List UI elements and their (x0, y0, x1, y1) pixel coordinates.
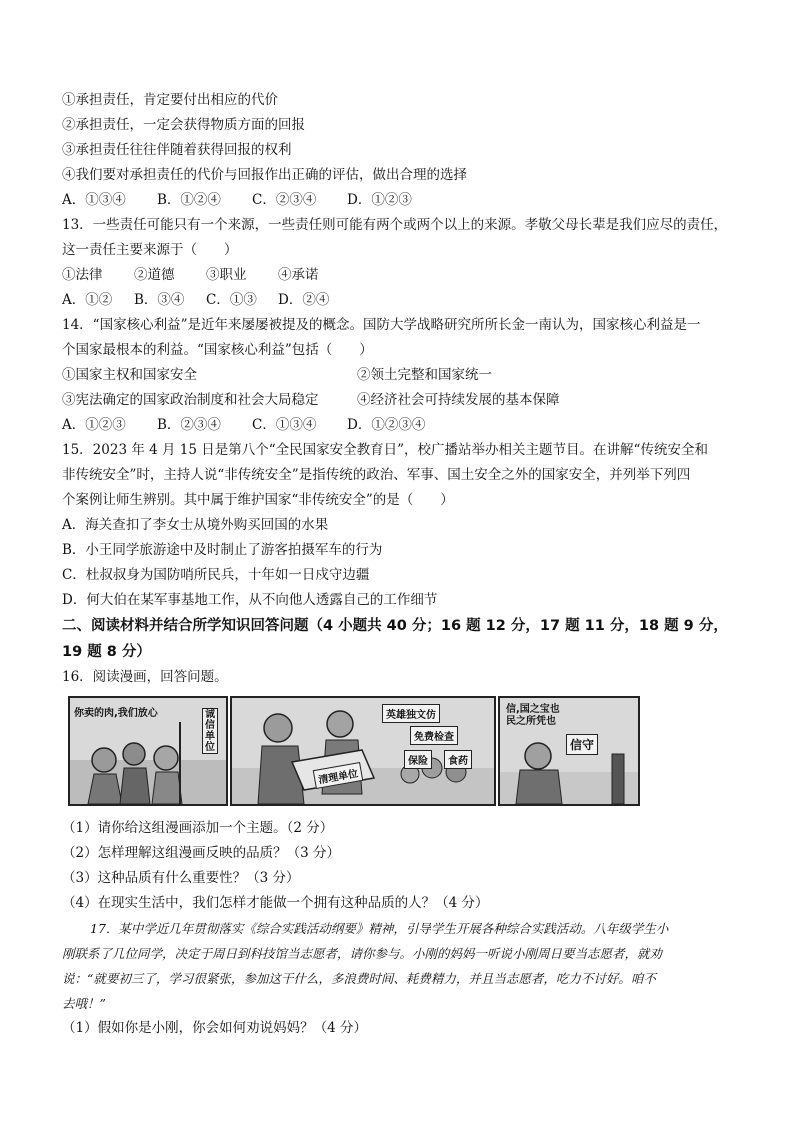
comic-panel-2-tag-1: 保险 (404, 750, 432, 769)
q16-subquestion-1: （1）请你给这组漫画添加一个主题。（2 分） (62, 820, 334, 836)
q12-answer-b: B．①②④ (157, 192, 221, 208)
q13-option-4: ④承诺 (278, 267, 319, 283)
q14-answer-a: A．①②③ (62, 417, 126, 433)
q14-answer-c: C．①③④ (252, 417, 317, 433)
comic-panel-1-sign: 诚信单位 (202, 708, 218, 754)
comic-panel-3-sign: 信守 (566, 734, 598, 755)
q13-option-3: ③职业 (206, 267, 247, 283)
exam-page (62, 88, 742, 1041)
q12-answer-c: C．②③④ (252, 192, 317, 208)
q13-answer-a: A．①② (62, 292, 113, 308)
q12-answer-a: A．①③④ (62, 192, 126, 208)
q13-option-1: ①法律 (62, 267, 103, 283)
comic-panel-2-tag-2: 食药 (444, 750, 472, 769)
q15-stem-1: 15．2023 年 4 月 15 日是第八个“全民国家安全教育日”，校广播站举办相关主题节目。在讲解“传统安全和 (62, 442, 708, 458)
comic-panel-3 (498, 696, 640, 806)
q13-answer-b: B．③④ (134, 292, 185, 308)
q13-stem-1: 13．一些责任可能只有一个来源，一些责任则可能有两个或两个以上的来源。孝敬父母长辈是我们应尽的责任， (62, 217, 728, 233)
comic-panel-2 (230, 696, 496, 806)
q13-answers (62, 288, 742, 313)
comic-panel-2-sign-mid: 免费检查 (410, 726, 458, 745)
q16-subquestion-2: （2）怎样理解这组漫画反映的品质？（3 分） (62, 845, 340, 861)
q13-stem-2: 这一责任主要来源于（ ） (62, 242, 238, 258)
comic-strip (62, 696, 742, 812)
section-2-heading-2: 19 题 8 分） (62, 644, 151, 660)
q14-option-1: ①国家主权和国家安全 (62, 367, 197, 383)
q17-material (62, 916, 738, 1016)
q17-material-line-3: 说：“就要初三了，学习很紧张，参加这干什么，多浪费时间、耗费精力，并且当志愿者，吃力不讨好。咱不 (62, 971, 656, 986)
q12-option-2: ②承担责任，一定会获得物质方面的回报 (62, 117, 305, 133)
q13-answer-c: C．①③ (206, 292, 257, 308)
q16-intro: 16．阅读漫画，回答问题。 (62, 669, 228, 685)
q17-material-line-4: 去哦！” (62, 996, 106, 1011)
q15-option-c: C．杜叔叔身为国防哨所民兵，十年如一日戍守边疆 (62, 567, 370, 583)
q17-subquestion-1: （1）假如你是小刚，你会如何劝说妈妈？（4 分） (62, 1020, 367, 1036)
q15-stem-3: 个案例让师生辨别。其中属于维护国家“非传统安全”的是（ ） (62, 492, 454, 508)
q17-material-line-1: 17．某中学近几年贯彻落实《综合实践活动纲要》精神，引导学生开展各种综合实践活动。八年级学生小 (90, 921, 669, 936)
q16-subquestion-3: （3）这种品质有什么重要性？（3 分） (62, 870, 300, 886)
q15-option-d: D．何大伯在某军事基地工作，从不向他人透露自己的工作细节 (62, 592, 438, 608)
q14-options-row-1 (62, 363, 742, 388)
q14-answer-d: D．①②③④ (347, 417, 426, 433)
comic-panel-1-caption: 你卖的肉,我们放心 (74, 708, 158, 719)
q16-subquestion-4: （4）在现实生活中，我们怎样才能做一个拥有这种品质的人？（4 分） (62, 895, 489, 911)
q14-option-2: ②领土完整和国家统一 (357, 367, 492, 383)
q12-option-1: ①承担责任，肯定要付出相应的代价 (62, 92, 278, 108)
q14-answer-b: B．②③④ (157, 417, 221, 433)
q13-options (62, 263, 742, 288)
q14-stem-1: 14．“国家核心利益”是近年来屡屡被提及的概念。国防大学战略研究所所长金一南认为，国家核心利益是一 (62, 317, 701, 333)
q12-option-4: ④我们要对承担责任的代价与回报作出正确的评估，做出合理的选择 (62, 167, 467, 183)
q13-answer-d: D．②④ (278, 292, 330, 308)
section-2-heading-1: 二、阅读材料并结合所学知识回答问题（4 小题共 40 分；16 题 12 分，17 题 11 分，18 题 9 分， (62, 618, 728, 634)
q15-option-a: A．海关查扣了李女士从境外购买回国的水果 (62, 517, 329, 533)
q13-option-2: ②道德 (134, 267, 175, 283)
comic-panel-2-box-label: 清理单位 (313, 762, 364, 789)
comic-panel-2-sign-top: 英雄独文仿 (382, 704, 440, 723)
comic-panel-3-caption: 信,国之宝也 民之所凭也 (506, 704, 560, 727)
q14-option-4: ④经济社会可持续发展的基本保障 (357, 392, 560, 408)
q14-options-row-2 (62, 388, 742, 413)
q14-stem-2: 个国家最根本的利益。“国家核心利益”包括（ ） (62, 342, 373, 358)
q12-option-3: ③承担责任往往伴随着获得回报的权利 (62, 142, 292, 158)
comic-panel-1 (68, 696, 228, 806)
q17-material-line-2: 刚联系了几位同学，决定于周日到科技馆当志愿者，请你参与。小刚的妈妈一听说小刚周日要当志愿者，就劝 (62, 946, 663, 961)
q14-answers (62, 413, 742, 438)
q12-answer-d: D．①②③ (347, 192, 412, 208)
q12-answers (62, 188, 742, 213)
q14-option-3: ③宪法确定的国家政治制度和社会大局稳定 (62, 392, 319, 408)
q15-option-b: B．小王同学旅游途中及时制止了游客拍摄军车的行为 (62, 542, 383, 558)
q15-stem-2: 非传统安全”时，主持人说“非传统安全”是指传统的政治、军事、国土安全之外的国家安全，并列举下列四 (62, 467, 691, 483)
